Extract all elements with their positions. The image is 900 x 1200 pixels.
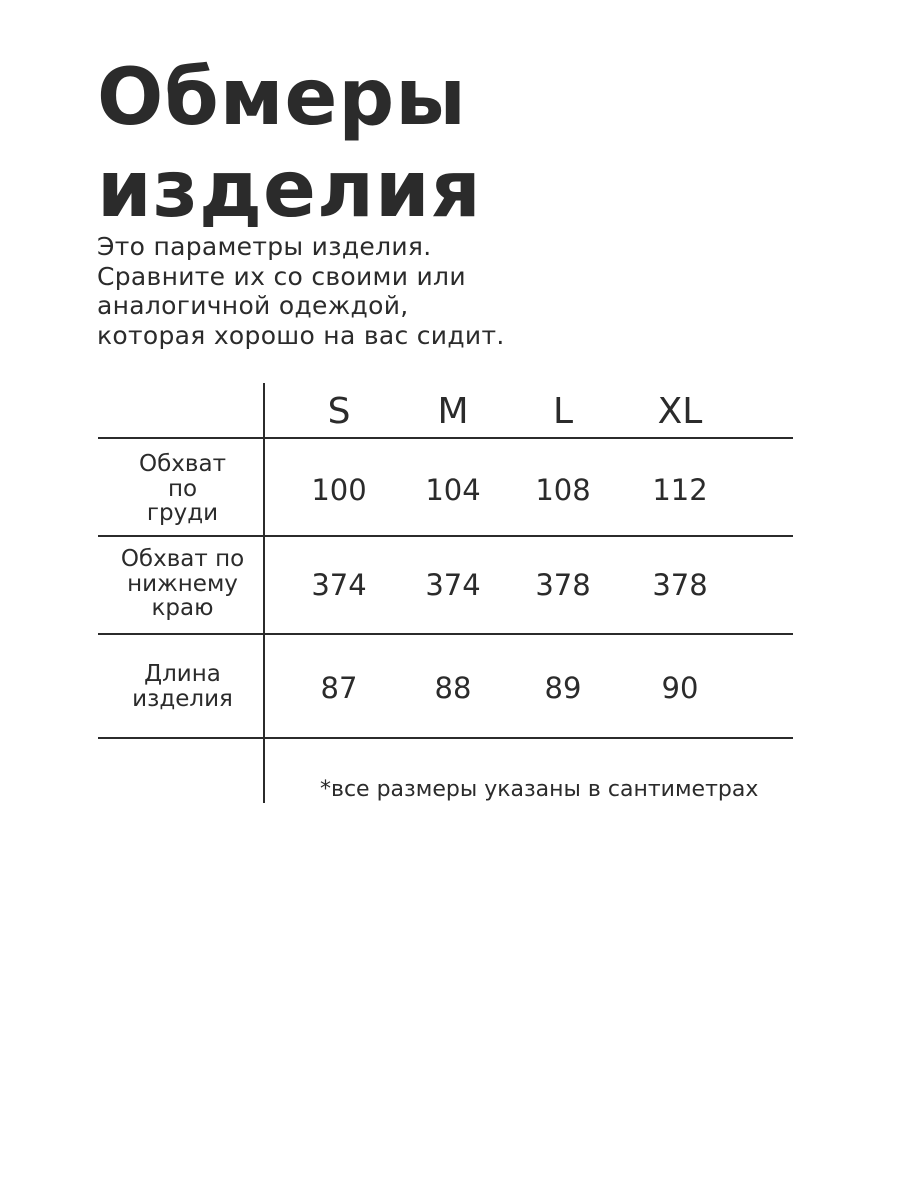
- table-row-divider: [98, 737, 793, 739]
- row-label-chest: [100, 452, 265, 526]
- table-row-divider: [98, 535, 793, 537]
- table-cell: 88: [434, 671, 472, 705]
- row-label-line: краю: [151, 595, 214, 621]
- row-label-line: Обхват: [139, 451, 226, 477]
- description-line: Сравните их со своими или: [97, 261, 466, 291]
- table-cell: 90: [661, 671, 699, 705]
- size-header-m: M: [437, 391, 469, 432]
- units-footnote: *все размеры указаны в сантиметрах: [320, 777, 759, 802]
- row-label-line: Обхват по: [120, 546, 245, 572]
- table-cell: 112: [652, 473, 708, 507]
- table-cell: 100: [311, 473, 367, 507]
- row-label-length: [100, 662, 265, 711]
- table-row-divider: [98, 437, 793, 439]
- page-title-line-1: Обмеры: [97, 53, 467, 143]
- row-label-hem: [100, 547, 265, 621]
- table-cell: 374: [311, 568, 367, 602]
- description-line: аналогичной одеждой,: [97, 291, 409, 320]
- table-cell: 89: [544, 671, 582, 705]
- table-cell: 87: [320, 671, 358, 705]
- row-label-line: по: [167, 475, 198, 502]
- table-cell: 378: [652, 568, 708, 602]
- page-description: [97, 232, 505, 350]
- row-label-line: Длина: [144, 661, 221, 687]
- size-header-xl: XL: [657, 391, 703, 432]
- table-cell: 378: [535, 568, 591, 602]
- table-cell: 104: [425, 473, 481, 507]
- page-title: [97, 52, 482, 236]
- description-line: Это параметры изделия.: [97, 232, 432, 261]
- size-header-l: L: [552, 391, 574, 432]
- table-row-divider: [98, 633, 793, 635]
- size-header-s: S: [327, 391, 351, 432]
- row-label-line: изделия: [132, 685, 233, 712]
- table-cell: 374: [425, 568, 481, 602]
- row-label-line: груди: [146, 500, 219, 526]
- table-cell: 108: [535, 473, 591, 507]
- description-line: которая хорошо на вас сидит.: [97, 320, 505, 350]
- row-label-line: нижнему: [127, 570, 238, 597]
- page-title-line-2: изделия: [97, 145, 482, 235]
